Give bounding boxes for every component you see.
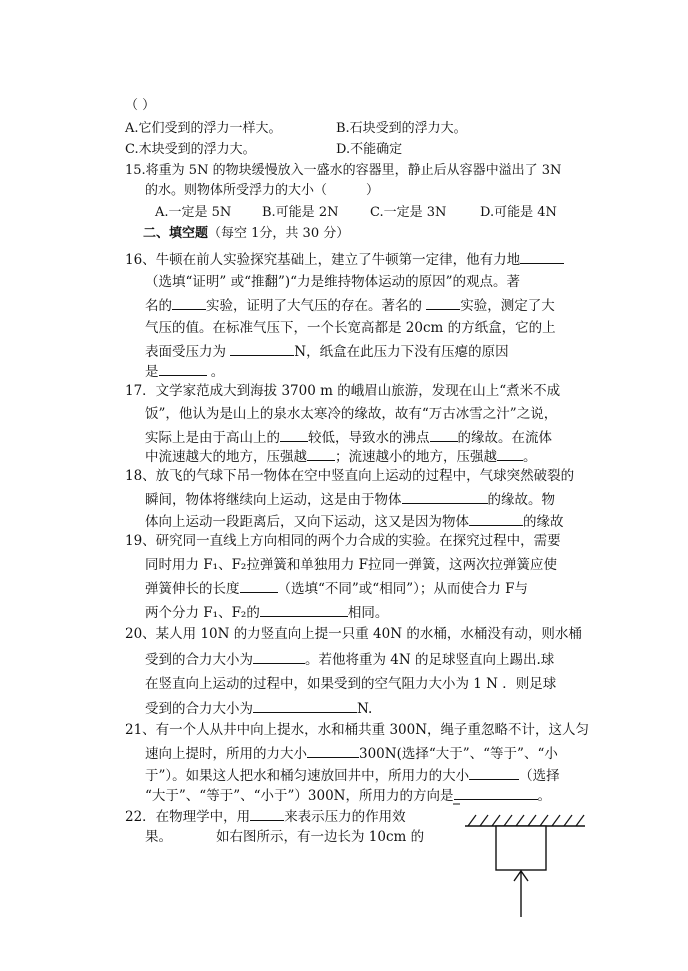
q20-text-2b: 。若他将重为 4N 的足球竖直向上踢出.球 bbox=[305, 652, 555, 668]
q16-blank-4[interactable] bbox=[230, 343, 294, 356]
q18-blank-1[interactable] bbox=[402, 491, 488, 504]
q21-blank-3[interactable] bbox=[454, 787, 538, 800]
q16-text-3c: 实验，测定了大 bbox=[460, 298, 555, 314]
q17-text-4a: 中流速越大的地方，压强越 bbox=[145, 449, 307, 465]
q17-line4 bbox=[145, 448, 537, 465]
q22-line2 bbox=[145, 829, 424, 845]
q19-blank-2[interactable] bbox=[260, 604, 348, 617]
q19-text-4b: 相同。 bbox=[347, 605, 389, 621]
q20-blank-2[interactable] bbox=[253, 700, 357, 713]
q16-line6 bbox=[145, 363, 224, 380]
q20-blank-1[interactable] bbox=[253, 651, 305, 664]
q16-text-5a: 表面受压力为 bbox=[145, 344, 231, 360]
q21-blank-1[interactable] bbox=[307, 745, 359, 758]
q14-option-b: B.石块受到的浮力大。 bbox=[336, 121, 467, 136]
q22-text-2b: 如右图所示，有一边长为 10cm 的 bbox=[216, 829, 425, 845]
q21-text-4a: “大于”、“等于”、“小于”）300N，所用力的方向是 bbox=[145, 788, 454, 804]
q20-line1: 20、某人用 10N 的力竖直向上提一只重 40N 的水桶，水桶没有动，则水桶 bbox=[125, 626, 582, 642]
q20-line3: 在竖直向上运动的过程中，如果受到的空气阻力大小为 1 N ．则足球 bbox=[145, 676, 557, 692]
block-pressed-against-ceiling-figure bbox=[450, 800, 600, 930]
q19-line3 bbox=[145, 580, 528, 597]
q21-blank-2[interactable] bbox=[469, 767, 519, 780]
q16-line2: （选填“证明” 或“推翻”)“力是维持物体运动的原因”的观点。著 bbox=[145, 274, 520, 290]
q19-line2: 同时用力 F₁、F₂拉弹簧和单独用力 F拉同一弹簧，这两次拉弹簧应使 bbox=[145, 557, 558, 573]
q15-option-c: C.一定是 3N bbox=[370, 205, 447, 220]
q16-blank-3[interactable] bbox=[426, 297, 460, 310]
q19-line4 bbox=[145, 604, 388, 621]
q21-line2 bbox=[145, 745, 558, 762]
q19-text-3a: 弹簧伸长的长度 bbox=[145, 581, 240, 597]
q22-text-1a: 22．在物理学中，用 bbox=[125, 809, 251, 825]
q16-blank-5[interactable] bbox=[159, 363, 207, 376]
q16-text-5b: N，纸盒在此压力下没有压瘪的原因 bbox=[294, 344, 509, 360]
q16-text-6a: 是 bbox=[145, 364, 159, 380]
q20-text-4b: N. bbox=[357, 701, 373, 717]
q18-line1: 18、放飞的气球下吊一物体在空中竖直向上运动的过程中，气球突然破裂的 bbox=[125, 468, 575, 484]
q16-text-1: 16、牛顿在前人实验探究基础上，建立了牛顿第一定律，他有力地 bbox=[125, 252, 521, 268]
ceiling-hatch bbox=[468, 815, 584, 826]
q15-option-b: B.可能是 2N bbox=[262, 205, 339, 220]
q21-line3 bbox=[145, 767, 560, 784]
q15-line2: 的水。则物体所受浮力的大小（ ） bbox=[145, 183, 380, 198]
section-note: （每空 1分，共 30 分） bbox=[208, 226, 350, 241]
q17-text-3b: 较低，导致水的沸点 bbox=[308, 430, 430, 446]
q18-line3 bbox=[145, 513, 564, 530]
cube-block bbox=[496, 826, 546, 870]
q21-text-2b: 300N(选择“大于”、“等于”、“小 bbox=[359, 746, 558, 762]
q17-text-3a: 实际上是由于高山上的 bbox=[145, 430, 280, 446]
q19-blank-1[interactable] bbox=[240, 580, 278, 593]
q19-text-3b: （选填“不同”或“相同”）；从而使合力 F与 bbox=[277, 581, 529, 597]
q17-blank-4[interactable] bbox=[497, 448, 523, 461]
q18-line2 bbox=[145, 491, 555, 508]
q22-text-1b: 来表示压力的作用效 bbox=[284, 809, 406, 825]
q16-line3 bbox=[145, 297, 555, 314]
q19-line1: 19、研究同一直线上方向相同的两个力合成的实验。在探究过程中，需要 bbox=[125, 533, 561, 549]
q21-text-4b: 。 bbox=[537, 788, 551, 804]
q16-text-6b: 。 bbox=[206, 364, 225, 380]
q18-text-3b: 的缘故 bbox=[523, 514, 564, 530]
q22-blank-1[interactable] bbox=[250, 808, 284, 821]
q16-line4: 气压的值。在标准气压下，一个长宽高都是 20cm 的方纸盒，它的上 bbox=[145, 320, 556, 336]
q17-text-4b: ；流速越小的地方，压强越 bbox=[335, 449, 497, 465]
q15-line1: 15.将重为 5N 的物块缓慢放入一盛水的容器里，静止后从容器中溢出了 3N bbox=[125, 163, 562, 178]
q14-paren: （ ） bbox=[125, 98, 156, 113]
q17-blank-1[interactable] bbox=[280, 429, 308, 442]
q19-text-4a: 两个分力 F₁、F₂的 bbox=[145, 605, 260, 621]
q16-text-3a: 名的 bbox=[145, 298, 172, 314]
q21-text-2a: 速向上提时，所用的力大小 bbox=[145, 746, 307, 762]
q22-line1 bbox=[125, 808, 406, 825]
q21-line1: 21、有一个人从井中向上提水，水和桶共重 300N，绳子重忽略不计，这人匀 bbox=[125, 722, 590, 738]
q16-blank-1[interactable] bbox=[520, 251, 564, 264]
q18-text-2b: 的缘故。物 bbox=[487, 492, 555, 508]
q22-text-2a: 果。 bbox=[145, 829, 172, 845]
q17-line2: 饭”，他认为是山上的泉水太寒冷的缘故，故有“万古冰雪之汁”之说， bbox=[145, 406, 558, 422]
q18-text-2a: 瞬间，物体将继续向上运动，这是由于物体 bbox=[145, 492, 402, 508]
q16-blank-2[interactable] bbox=[172, 297, 206, 310]
q20-line4 bbox=[145, 700, 372, 717]
q20-text-4a: 受到的合力大小为 bbox=[145, 701, 253, 717]
q14-option-c: C.木块受到的浮力大。 bbox=[125, 142, 256, 157]
q14-option-a: A.它们受到的浮力一样大。 bbox=[125, 121, 282, 136]
q18-blank-2[interactable] bbox=[469, 513, 523, 526]
q16-line5 bbox=[145, 343, 509, 360]
q16-line1 bbox=[125, 251, 564, 268]
q17-text-4c: 。 bbox=[523, 449, 537, 465]
section-title: 二、填空题 bbox=[143, 226, 209, 241]
q14-option-d: D.不能确定 bbox=[336, 142, 403, 157]
q18-text-3a: 体向上运动一段距离后，又向下运动，这又是因为物体 bbox=[145, 514, 469, 530]
q20-line2 bbox=[145, 651, 554, 668]
q17-blank-3[interactable] bbox=[307, 448, 335, 461]
q16-text-3b: 实验，证明了大气压的存在。著名的 bbox=[206, 298, 427, 314]
q17-line1: 17．文学家范成大到海拔 3700 m 的峨眉山旅游，发现在山上“煮米不成 bbox=[125, 383, 561, 399]
q21-text-3a: 于”）。如果这人把水和桶匀速放回井中，所用力的大小 bbox=[145, 768, 470, 784]
q21-text-3b: （选择 bbox=[519, 768, 560, 784]
q15-option-a: A.一定是 5N bbox=[155, 205, 232, 220]
q17-line3 bbox=[145, 429, 552, 446]
q20-text-2a: 受到的合力大小为 bbox=[145, 652, 253, 668]
q15-option-d: D.可能是 4N bbox=[480, 205, 557, 220]
q17-text-3c: 的缘故。在流体 bbox=[457, 430, 552, 446]
q17-blank-2[interactable] bbox=[430, 429, 458, 442]
section-heading bbox=[143, 226, 349, 242]
